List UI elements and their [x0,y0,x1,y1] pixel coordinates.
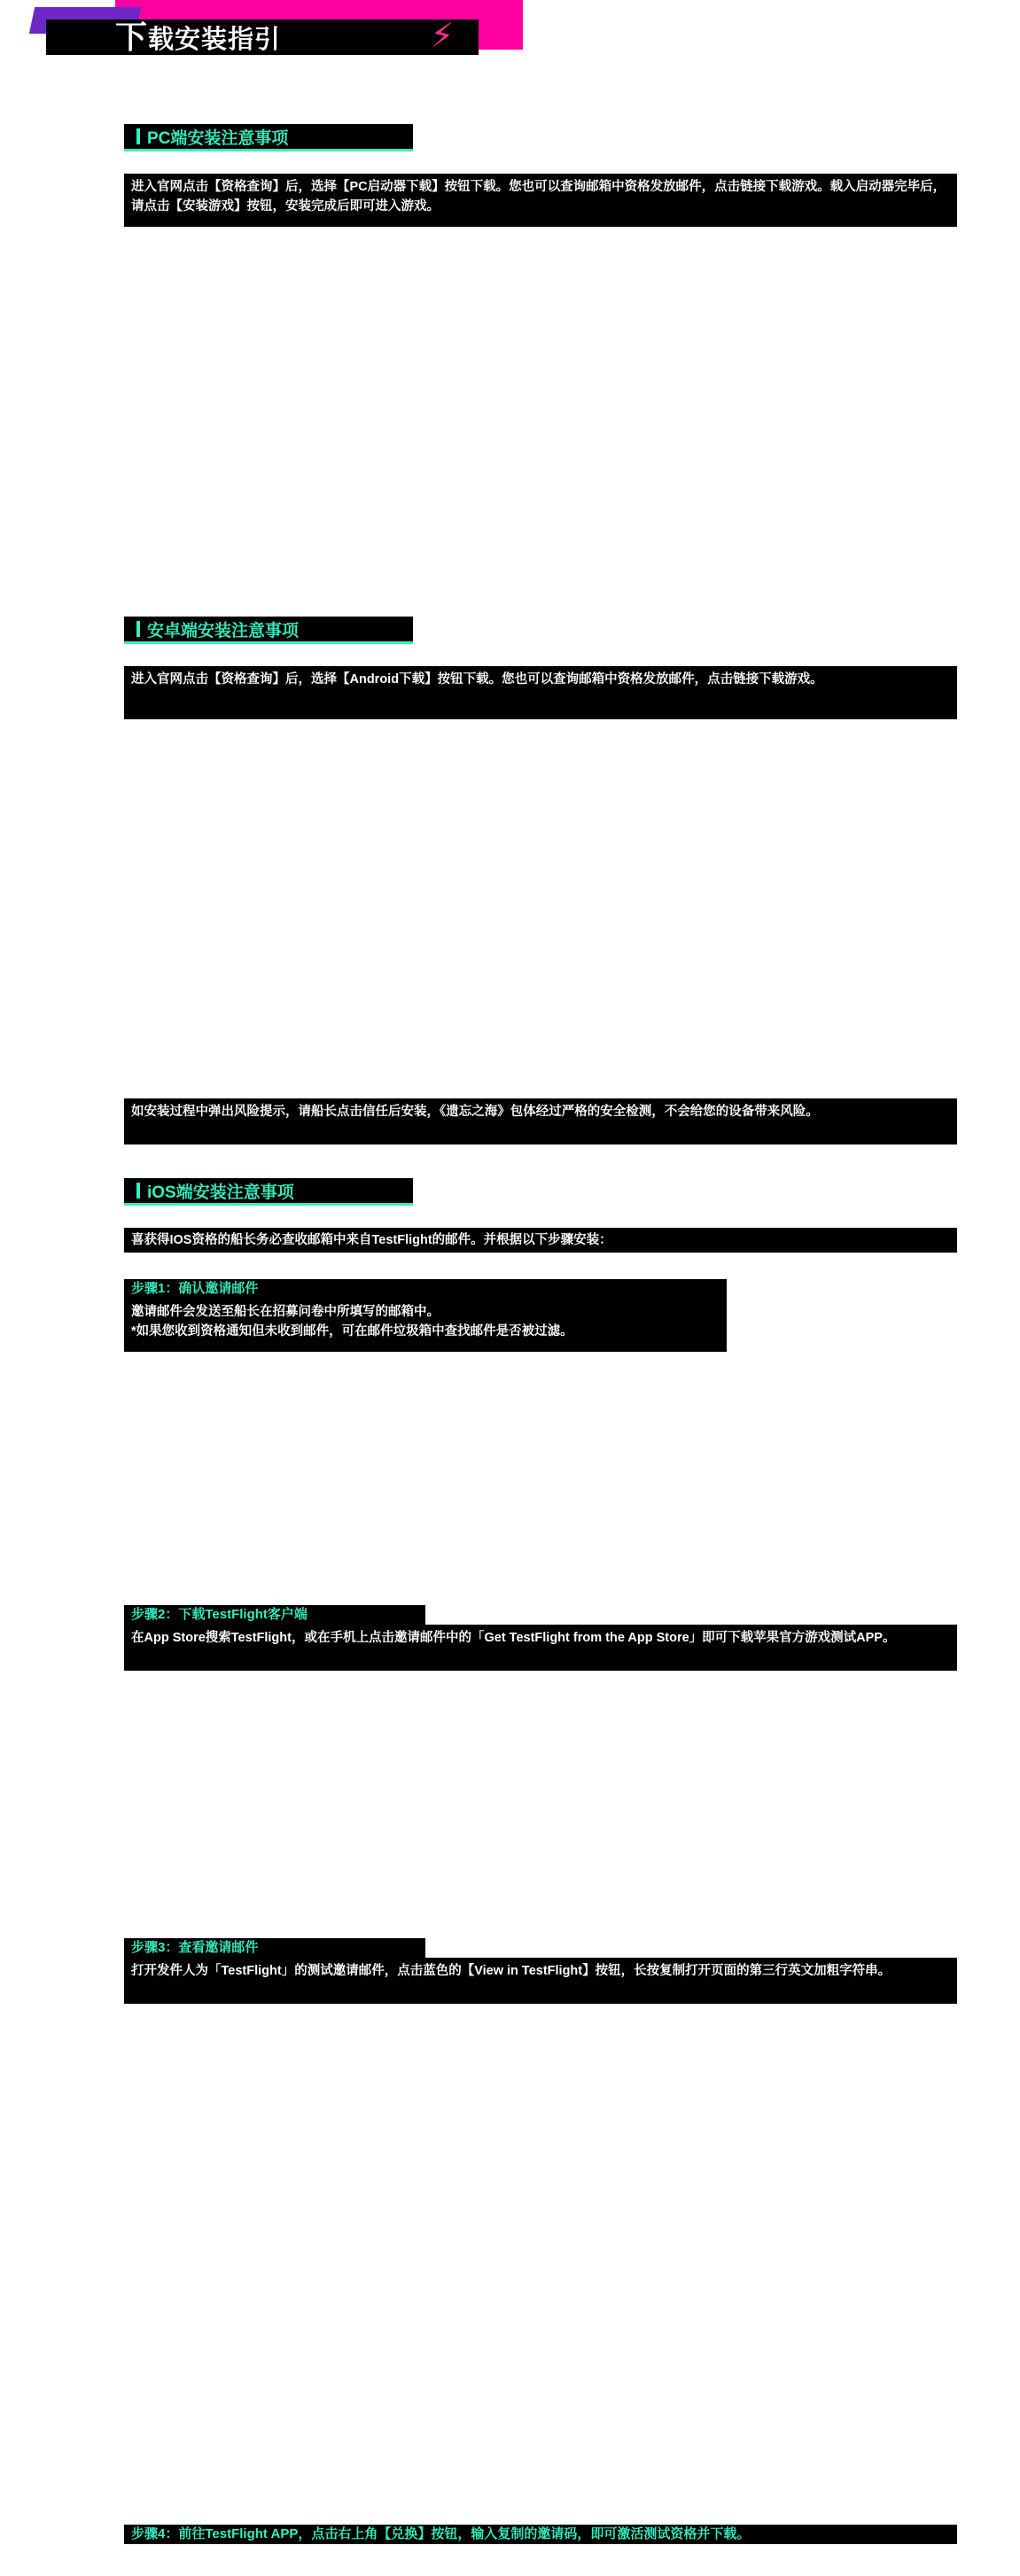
ios-step2-body [124,1625,957,1671]
section-body-ios [124,1228,957,1253]
section-body-pc [124,174,957,227]
ios-step2-heading-label: 步骤2：下载TestFlight客户端 [131,1607,308,1622]
ios-step2-screenshot-area [124,1683,957,1931]
section-heading-pc-label: PC端安装注意事项 [147,128,289,148]
heading-accent-bar [136,128,140,144]
ios-step4-heading [124,2525,957,2544]
android-screenshot-area [124,730,957,1093]
android-risk-note [124,1098,957,1144]
section-body-ios-text: 喜获得IOS资格的船长务必查收邮箱中来自TestFlight的邮件。并根据以下步骤安装： [131,1233,612,1247]
section-body-android-text: 进入官网点击【资格查询】后，选择【Android下载】按钮下载。您也可以查询邮箱中资格发放邮件，点击链接下载游戏。 [131,672,823,687]
ios-step2-line1: 在App Store搜索TestFlight，或在手机上点击邀请邮件中的「Get TestFlight from the App Store」即可下载苹果官方游戏测试APP。 [131,1631,896,1645]
pc-screenshot-area [124,237,957,609]
ios-step1-screenshot-area [124,1364,957,1603]
ios-step1-heading [124,1279,727,1299]
section-heading-ios [124,1178,413,1206]
ios-step3-line1: 打开发件人为「TestFlight」的测试邀请邮件，点击蓝色的【View in TestFlight】按钮，长按复制打开页面的第三行英文加粗字符串。 [131,1964,892,1978]
ios-step3-heading-label: 步骤3：查看邀请邮件 [131,1940,259,1955]
section-heading-pc [124,124,413,151]
section-body-android [124,666,957,719]
ios-step1-line2: *如果您收到资格通知但未收到邮件，可在邮件垃圾箱中查找邮件是否被过滤。 [131,1324,573,1338]
section-heading-android-label: 安卓端安装注意事项 [147,621,300,640]
ios-step3-screenshot-area [124,2016,957,2512]
page-banner [0,0,532,66]
page-title-rest: 载安装指引 [148,26,282,54]
page-title-first-char: 下 [115,19,149,55]
section-heading-ios-label: iOS端安装注意事项 [147,1183,294,1202]
android-risk-note-text: 如安装过程中弹出风险提示，请船长点击信任后安装，《遗忘之海》包体经过严格的安全检测，不会给您的设备带来风险。 [131,1105,819,1119]
ios-step1-line1: 邀请邮件会发送至船长在招募问卷中所填写的邮箱中。 [131,1305,440,1319]
ios-step1-body [124,1299,727,1352]
ios-step2-heading [124,1605,425,1625]
lightning-bolt-icon: ⚡ [430,18,455,55]
ios-step3-body [124,1958,957,2004]
heading-accent-bar [136,1183,140,1199]
section-heading-android [124,617,413,644]
ios-step3-heading [124,1938,425,1958]
page-title [115,19,281,55]
ios-step4-heading-label: 步骤4：前往TestFlight APP，点击右上角【兑换】按钮，输入复制的邀请码，即可激活测试资格并下载。 [131,2526,751,2541]
ios-step1-heading-label: 步骤1：确认邀请邮件 [131,1281,259,1296]
heading-accent-bar [136,621,140,637]
section-body-pc-text: 进入官网点击【资格查询】后，选择【PC启动器下载】按钮下载。您也可以查询邮箱中资格发放邮件，点击链接下载游戏。载入启动器完毕后，请点击【安装游戏】按钮，安装完成后即可进入游戏。 [131,180,946,213]
